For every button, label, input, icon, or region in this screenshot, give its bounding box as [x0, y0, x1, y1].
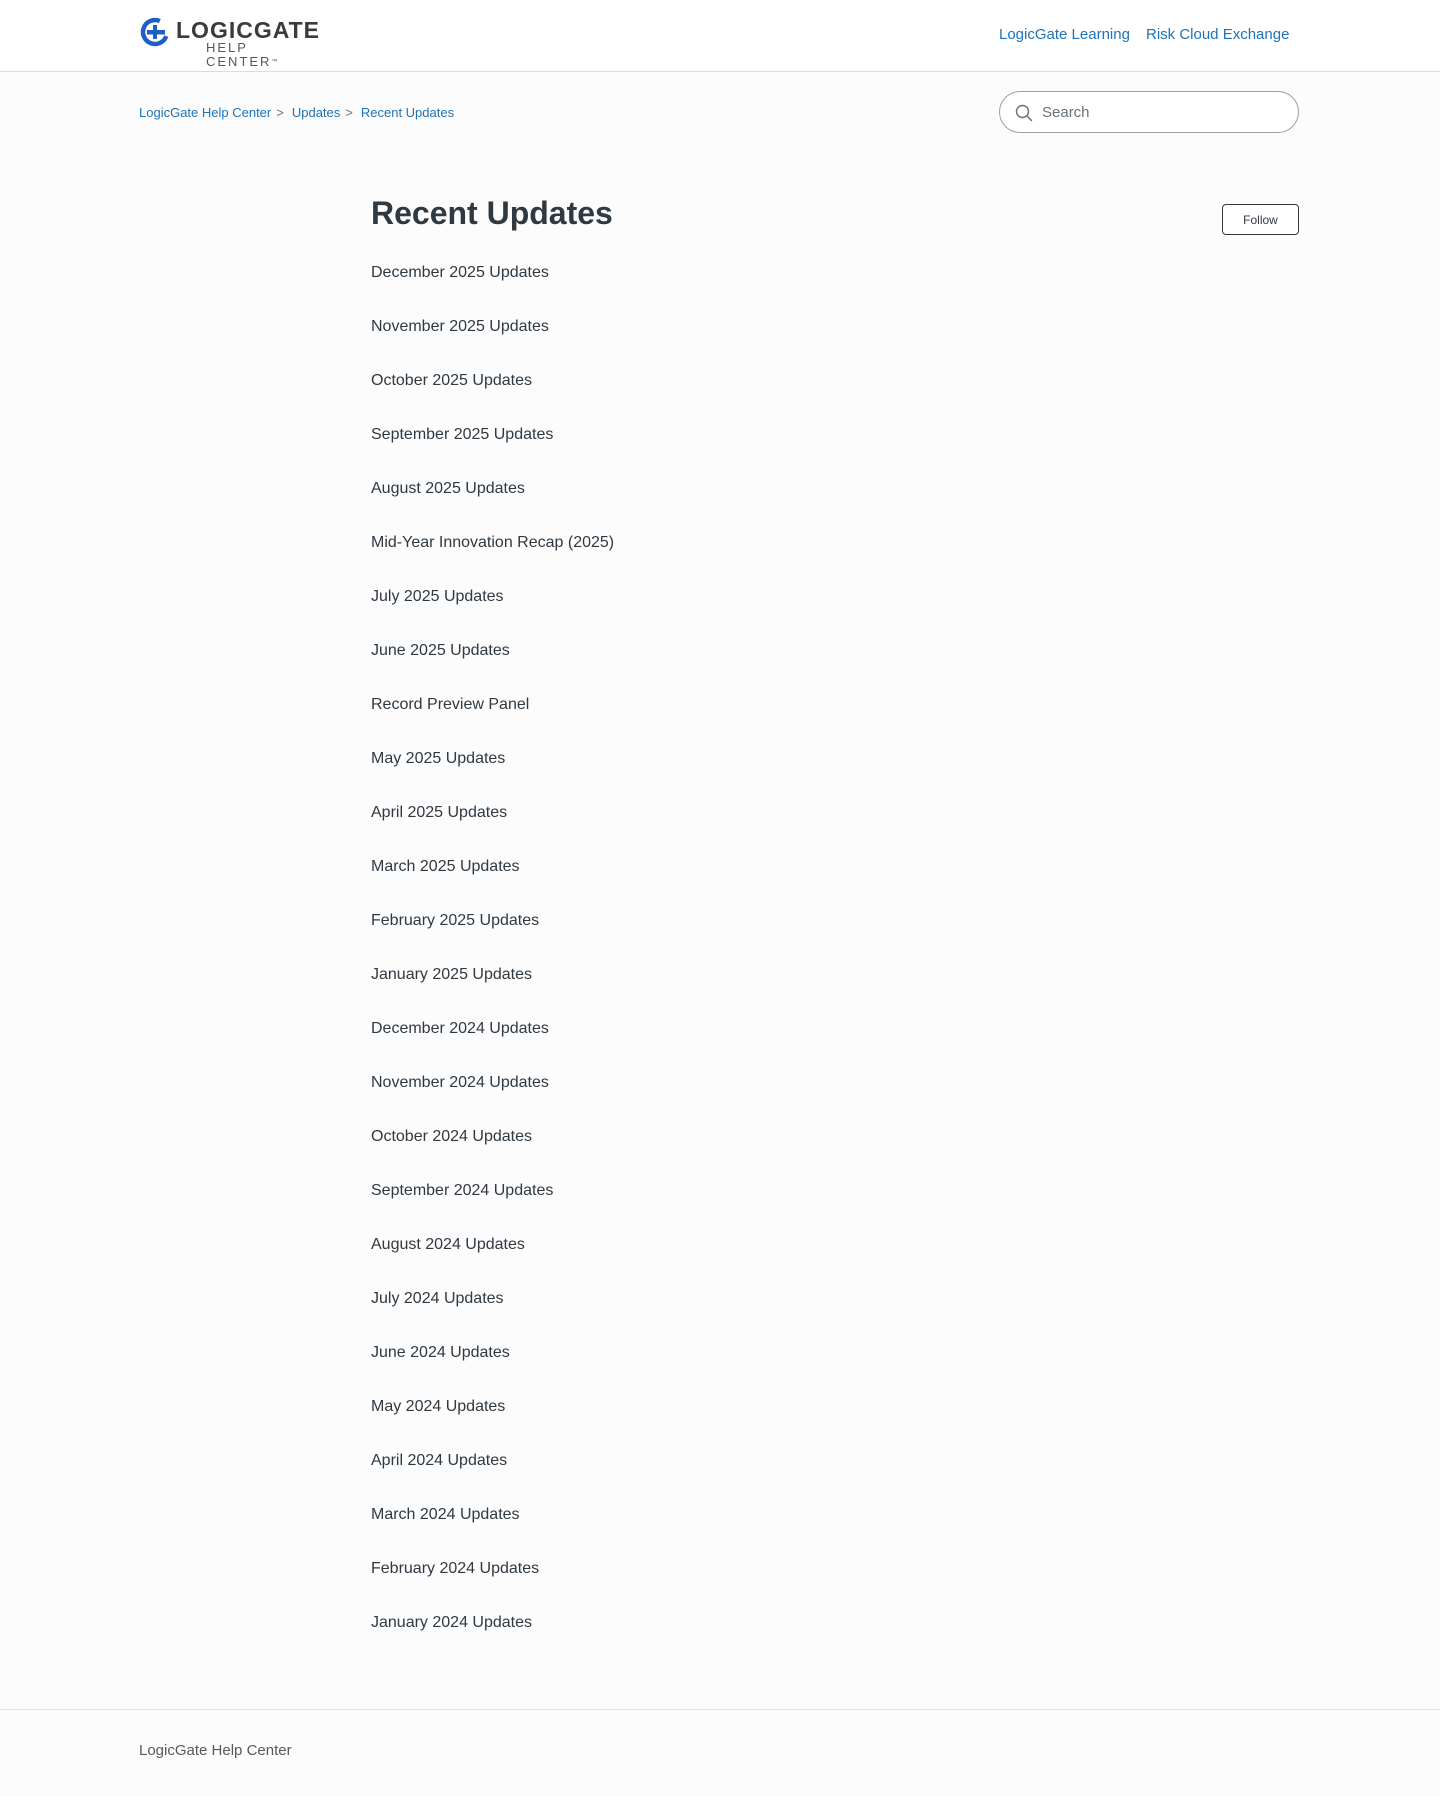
- logo-trademark: ™: [271, 59, 278, 65]
- page-title: Recent Updates: [371, 195, 613, 231]
- logicgate-logo[interactable]: [139, 14, 321, 69]
- list-item: [371, 424, 614, 478]
- article-link[interactable]: June 2025 Updates: [371, 642, 510, 659]
- list-item: [371, 748, 614, 802]
- site-footer: [0, 1709, 1440, 1796]
- list-item: [371, 640, 614, 694]
- article-link[interactable]: October 2024 Updates: [371, 1128, 532, 1145]
- nav-link-risk-cloud-exchange[interactable]: Risk Cloud Exchange: [1146, 26, 1290, 43]
- footer-link-help-center[interactable]: LogicGate Help Center: [139, 1742, 292, 1759]
- list-item: [371, 1288, 614, 1342]
- list-item: [371, 694, 614, 748]
- breadcrumb-separator: >: [276, 105, 284, 120]
- breadcrumb: [139, 104, 454, 122]
- article-link[interactable]: June 2024 Updates: [371, 1344, 510, 1361]
- nav-link-logicgate-learning[interactable]: LogicGate Learning: [999, 26, 1130, 43]
- breadcrumb-item-updates[interactable]: Updates: [291, 105, 341, 120]
- article-link[interactable]: September 2025 Updates: [371, 426, 554, 443]
- article-link[interactable]: October 2025 Updates: [371, 372, 532, 389]
- article-link[interactable]: November 2025 Updates: [371, 318, 549, 335]
- list-item: [371, 532, 614, 586]
- article-link[interactable]: April 2025 Updates: [371, 804, 508, 821]
- list-item: [371, 1180, 614, 1234]
- article-list: [371, 262, 614, 1666]
- breadcrumb-item-recent-updates[interactable]: Recent Updates: [360, 105, 455, 120]
- article-link[interactable]: May 2025 Updates: [371, 750, 506, 767]
- article-link[interactable]: December 2024 Updates: [371, 1020, 549, 1037]
- list-item: [371, 964, 614, 1018]
- article-link[interactable]: Mid-Year Innovation Recap (2025): [371, 534, 615, 551]
- logo-wordmark: LOGICGATE: [176, 17, 321, 43]
- list-item: [371, 1234, 614, 1288]
- article-link[interactable]: December 2025 Updates: [371, 264, 549, 281]
- list-item: [371, 1504, 614, 1558]
- list-item: [371, 802, 614, 856]
- article-link[interactable]: November 2024 Updates: [371, 1074, 549, 1091]
- search-box[interactable]: [999, 91, 1299, 133]
- article-link[interactable]: April 2024 Updates: [371, 1452, 508, 1469]
- article-link[interactable]: March 2025 Updates: [371, 858, 520, 875]
- list-item: [371, 1612, 614, 1666]
- list-item: [371, 1396, 614, 1450]
- list-item: [371, 910, 614, 964]
- search-icon: [1015, 104, 1033, 122]
- article-link[interactable]: July 2024 Updates: [371, 1290, 504, 1307]
- breadcrumb-item-help-center[interactable]: LogicGate Help Center: [139, 105, 272, 120]
- list-item: [371, 1018, 614, 1072]
- article-link[interactable]: January 2024 Updates: [371, 1614, 532, 1631]
- site-header: [0, 0, 1440, 72]
- list-item: [371, 1558, 614, 1612]
- follow-button[interactable]: Follow: [1222, 204, 1299, 235]
- logo-subtitle: HELP CENTER™: [206, 40, 278, 69]
- article-link[interactable]: March 2024 Updates: [371, 1506, 520, 1523]
- list-item: [371, 262, 614, 316]
- list-item: [371, 1072, 614, 1126]
- article-link[interactable]: September 2024 Updates: [371, 1182, 554, 1199]
- breadcrumb-separator: >: [345, 105, 353, 120]
- list-item: [371, 856, 614, 910]
- article-link[interactable]: August 2024 Updates: [371, 1236, 525, 1253]
- list-item: [371, 478, 614, 532]
- article-link[interactable]: August 2025 Updates: [371, 480, 525, 497]
- article-link[interactable]: February 2024 Updates: [371, 1560, 540, 1577]
- list-item: [371, 316, 614, 370]
- article-link[interactable]: February 2025 Updates: [371, 912, 540, 929]
- list-item: [371, 586, 614, 640]
- search-input[interactable]: [1040, 100, 1280, 124]
- list-item: [371, 1126, 614, 1180]
- article-link[interactable]: July 2025 Updates: [371, 588, 504, 605]
- logicgate-logo-icon: [139, 16, 171, 48]
- article-link[interactable]: May 2024 Updates: [371, 1398, 506, 1415]
- article-link[interactable]: Record Preview Panel: [371, 696, 530, 713]
- list-item: [371, 370, 614, 424]
- list-item: [371, 1342, 614, 1396]
- list-item: [371, 1450, 614, 1504]
- article-link[interactable]: January 2025 Updates: [371, 966, 532, 983]
